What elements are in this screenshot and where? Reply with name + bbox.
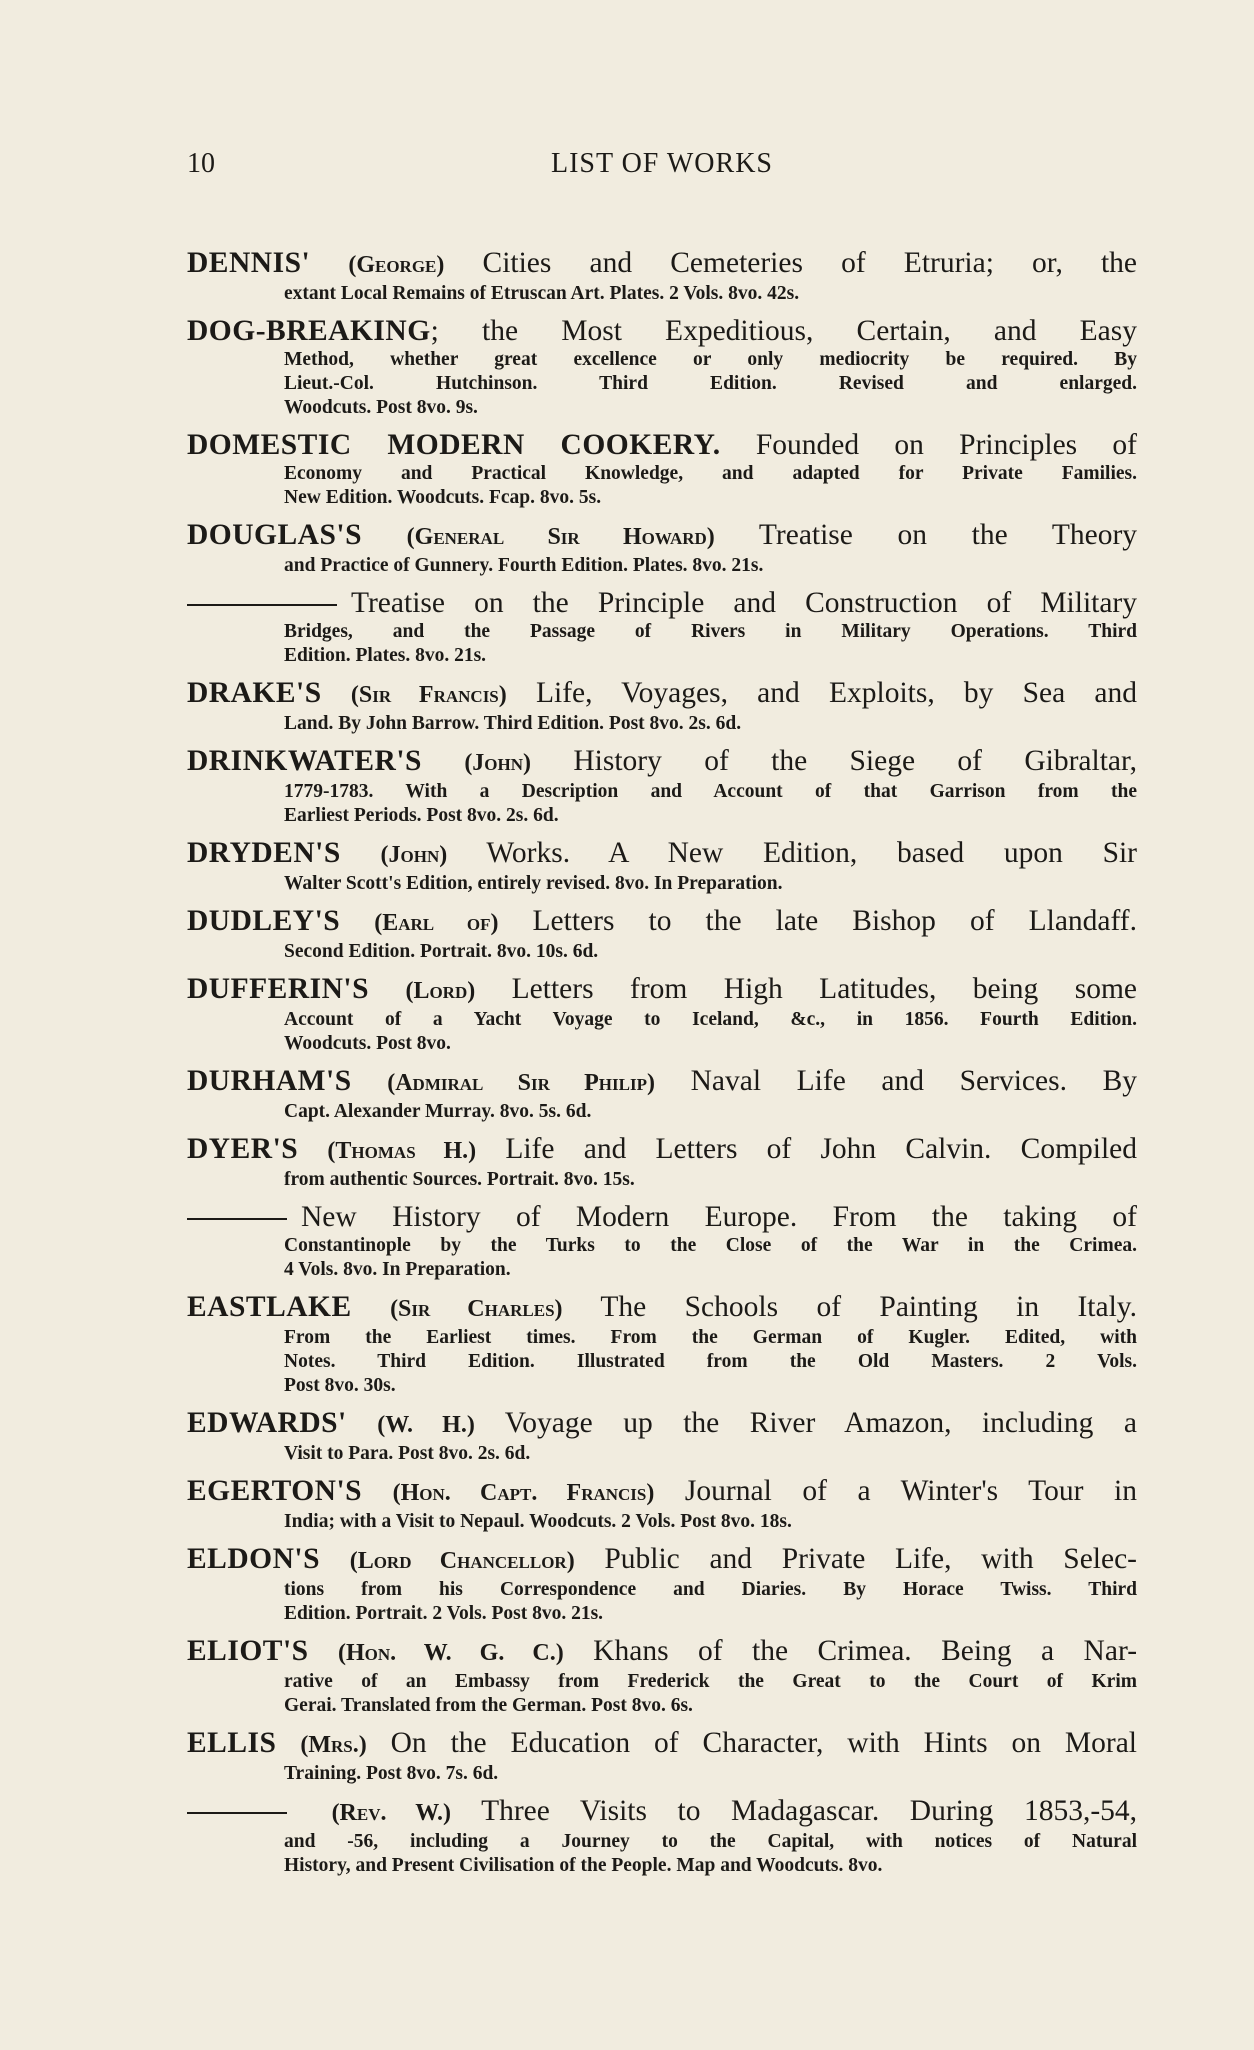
entry-author: (John) — [464, 750, 532, 776]
entry-detail-line: extant Local Remains of Etruscan Art. Plates. 2 Vols. 8vo. 42s. — [284, 283, 800, 304]
entry-title: Life and Letters of John Calvin. Compiled — [476, 1133, 1137, 1165]
entry-name: EASTLAKE — [187, 1291, 352, 1323]
ditto-dash — [187, 1218, 287, 1220]
work-entry — [187, 744, 1137, 828]
entry-detail-line: Gerai. Translated from the German. Post 8vo. 6s. — [284, 1695, 693, 1716]
work-entry — [187, 1132, 1137, 1192]
entry-author: (Hon. W. G. C.) — [338, 1640, 564, 1666]
entry-details — [187, 1234, 1137, 1282]
entry-name: DOMESTIC MODERN COOKERY. — [187, 429, 721, 461]
entry-detail-line: Bridges, and the Passage of Rivers in Military Operations. Third — [284, 621, 1137, 642]
entry-name: DENNIS' — [187, 247, 311, 279]
entry-detail-line: Constantinople by the Turks to the Close of the War in the Crimea. — [284, 1235, 1137, 1256]
entry-details — [187, 1762, 1137, 1786]
entry-title: On the Education of Character, with Hints on Moral — [366, 1727, 1137, 1759]
entry-detail-line: History, and Present Civilisation of the People. Map and Woodcuts. 8vo. — [284, 1855, 883, 1876]
work-entry — [187, 1794, 1137, 1878]
entry-heading — [187, 1634, 1137, 1670]
entry-detail-line: Woodcuts. Post 8vo. — [284, 1033, 451, 1054]
entry-author: (Lord Chancellor) — [349, 1548, 575, 1574]
entry-details — [187, 1100, 1137, 1124]
entry-heading — [187, 314, 1137, 348]
entry-author: (John) — [380, 842, 448, 868]
entry-heading — [187, 1474, 1137, 1510]
entry-details — [187, 1008, 1137, 1056]
entry-detail-line: Notes. Third Edition. Illustrated from the Old Masters. 2 Vols. — [284, 1351, 1137, 1372]
entry-detail-line: Second Edition. Portrait. 8vo. 10s. 6d. — [284, 941, 599, 962]
entry-detail-line: Edition. Portrait. 2 Vols. Post 8vo. 21s. — [284, 1603, 604, 1624]
entry-heading — [187, 1132, 1137, 1168]
entry-details — [187, 1442, 1137, 1466]
entry-detail-line: Land. By John Barrow. Third Edition. Post 8vo. 2s. 6d. — [284, 713, 742, 734]
work-entry — [187, 1542, 1137, 1626]
entry-title: Voyage up the River Amazon, including a — [474, 1407, 1137, 1439]
entry-details — [187, 780, 1137, 828]
entry-detail-line: Edition. Plates. 8vo. 21s. — [284, 645, 487, 666]
entry-title: History of the Siege of Gibraltar, — [531, 745, 1137, 777]
entry-heading — [187, 1290, 1137, 1326]
entry-details — [187, 554, 1137, 578]
entry-name: ELIOT'S — [187, 1635, 309, 1667]
entry-details — [187, 462, 1137, 510]
entry-title: Cities and Cemeteries of Etruria; or, the — [444, 247, 1137, 279]
entry-details — [187, 1326, 1137, 1398]
entry-details — [187, 1510, 1137, 1534]
entry-detail-line: rative of an Embassy from Frederick the Great to the Court of Krim — [284, 1671, 1137, 1692]
entry-detail-line: Training. Post 8vo. 7s. 6d. — [284, 1763, 499, 1784]
entry-title: Public and Private Life, with Selec- — [574, 1543, 1137, 1575]
entry-heading — [187, 1064, 1137, 1100]
entry-author: (Sir Francis) — [350, 682, 507, 708]
entry-title: Life, Voyages, and Exploits, by Sea and — [506, 677, 1137, 709]
page-title: LIST OF WORKS — [550, 148, 773, 179]
entry-heading — [187, 246, 1137, 282]
entry-details — [187, 872, 1137, 896]
work-entry — [187, 586, 1137, 668]
entry-author: (General Sir Howard) — [406, 524, 715, 550]
entry-details — [187, 1670, 1137, 1718]
entry-heading — [187, 676, 1137, 712]
entry-detail-line: India; with a Visit to Nepaul. Woodcuts. 2 Vols. Post 8vo. 18s. — [284, 1511, 792, 1532]
work-entry — [187, 676, 1137, 736]
entry-heading — [187, 972, 1137, 1008]
entry-detail-line: Woodcuts. Post 8vo. 9s. — [284, 397, 478, 418]
entry-title: Works. A New Edition, based upon Sir — [447, 837, 1137, 869]
work-entry — [187, 428, 1137, 510]
entry-author: (Rev. W.) — [331, 1800, 452, 1826]
work-entry — [187, 1634, 1137, 1718]
entry-title: Treatise on the Theory — [714, 519, 1137, 551]
entry-details — [187, 282, 1137, 306]
entry-detail-line: from authentic Sources. Portrait. 8vo. 15s. — [284, 1169, 635, 1190]
entry-heading — [187, 518, 1137, 554]
entry-detail-line: 1779-1783. With a Description and Account of that Garrison from the — [284, 781, 1137, 802]
entry-author: (Sir Charles) — [390, 1296, 563, 1322]
entry-author: (Hon. Capt. Francis) — [392, 1480, 655, 1506]
entry-details — [187, 1168, 1137, 1192]
entry-title: Journal of a Winter's Tour in — [654, 1475, 1137, 1507]
entry-detail-line: and Practice of Gunnery. Fourth Edition. Plates. 8vo. 21s. — [284, 555, 764, 576]
entry-detail-line: tions from his Correspondence and Diaries. By Horace Twiss. Third — [284, 1579, 1137, 1600]
entry-heading — [187, 1794, 1137, 1830]
entry-heading — [187, 586, 1137, 620]
entry-details — [187, 712, 1137, 736]
entry-name: DRYDEN'S — [187, 837, 341, 869]
entry-detail-line: 4 Vols. 8vo. In Preparation. — [284, 1259, 511, 1280]
entry-detail-line: Method, whether great excellence or only mediocrity be required. By — [284, 349, 1137, 370]
entry-title: The Schools of Painting in Italy. — [562, 1291, 1137, 1323]
entry-heading — [187, 428, 1137, 462]
entry-heading — [187, 904, 1137, 940]
entry-name: ELLIS — [187, 1727, 277, 1759]
entry-author: (Thomas H.) — [327, 1138, 477, 1164]
entry-heading — [187, 1200, 1137, 1234]
work-entry — [187, 246, 1137, 306]
work-entry — [187, 904, 1137, 964]
entry-details — [187, 1578, 1137, 1626]
entry-name: DRAKE'S — [187, 677, 322, 709]
entry-heading — [187, 1406, 1137, 1442]
entry-name: DUFFERIN'S — [187, 973, 370, 1005]
entry-author: (Earl of) — [374, 910, 499, 936]
entry-name: EDWARDS' — [187, 1407, 347, 1439]
entry-title: Letters from High Latitudes, being some — [475, 973, 1137, 1005]
work-entry — [187, 1474, 1137, 1534]
ditto-dash — [187, 1812, 287, 1814]
entry-name: DYER'S — [187, 1133, 299, 1165]
entry-name: DURHAM'S — [187, 1065, 352, 1097]
work-entry — [187, 314, 1137, 420]
entry-title: Khans of the Crimea. Being a Nar- — [563, 1635, 1137, 1667]
entry-detail-line: Capt. Alexander Murray. 8vo. 5s. 6d. — [284, 1101, 592, 1122]
entry-author: (Mrs.) — [300, 1732, 367, 1758]
entry-detail-line: Earliest Periods. Post 8vo. 2s. 6d. — [284, 805, 559, 826]
entry-title: Letters to the late Bishop of Llandaff. — [498, 905, 1137, 937]
entry-author: (W. H.) — [377, 1412, 475, 1438]
entry-name: DOG-BREAKING — [187, 315, 431, 347]
entry-name: DUDLEY'S — [187, 905, 341, 937]
entry-heading — [187, 1542, 1137, 1578]
entry-detail-line: and -56, including a Journey to the Capital, with notices of Natural — [284, 1831, 1137, 1852]
entry-heading — [187, 836, 1137, 872]
page-header — [187, 148, 1137, 188]
entry-title: ; the Most Expeditious, Certain, and Easy — [430, 315, 1137, 347]
work-entry — [187, 1406, 1137, 1466]
entry-author: (Admiral Sir Philip) — [387, 1070, 655, 1096]
entry-heading — [187, 1726, 1137, 1762]
work-entry — [187, 518, 1137, 578]
entry-title: New History of Modern Europe. From the taking of — [301, 1201, 1137, 1233]
entry-author: (Lord) — [405, 978, 476, 1004]
entry-name: DRINKWATER'S — [187, 745, 422, 777]
entry-detail-line: Post 8vo. 30s. — [284, 1375, 396, 1396]
works-list — [187, 246, 1137, 1886]
entry-author: (George) — [348, 252, 445, 278]
entry-name: DOUGLAS'S — [187, 519, 362, 551]
work-entry — [187, 1200, 1137, 1282]
entry-heading — [187, 744, 1137, 780]
entry-title: Founded on Principles of — [720, 429, 1137, 461]
entry-title: Three Visits to Madagascar. During 1853,-54, — [451, 1795, 1137, 1827]
entry-details — [187, 1830, 1137, 1878]
entry-detail-line: Economy and Practical Knowledge, and adapted for Private Families. — [284, 463, 1137, 484]
entry-detail-line: Walter Scott's Edition, entirely revised. 8vo. In Preparation. — [284, 873, 783, 894]
entry-details — [187, 348, 1137, 420]
work-entry — [187, 836, 1137, 896]
entry-detail-line: From the Earliest times. From the German of Kugler. Edited, with — [284, 1327, 1137, 1348]
work-entry — [187, 972, 1137, 1056]
work-entry — [187, 1290, 1137, 1398]
entry-detail-line: New Edition. Woodcuts. Fcap. 8vo. 5s. — [284, 487, 602, 508]
entry-title: Treatise on the Principle and Construction of Military — [351, 587, 1137, 619]
entry-title: Naval Life and Services. By — [654, 1065, 1137, 1097]
work-entry — [187, 1726, 1137, 1786]
entry-name: ELDON'S — [187, 1543, 321, 1575]
entry-detail-line: Account of a Yacht Voyage to Iceland, &c., in 1856. Fourth Edition. — [284, 1009, 1137, 1030]
entry-name: EGERTON'S — [187, 1475, 363, 1507]
entry-details — [187, 620, 1137, 668]
ditto-dash — [187, 604, 337, 606]
entry-detail-line: Lieut.-Col. Hutchinson. Third Edition. Revised and enlarged. — [284, 373, 1137, 394]
page-number: 10 — [187, 148, 215, 179]
work-entry — [187, 1064, 1137, 1124]
entry-details — [187, 940, 1137, 964]
entry-detail-line: Visit to Para. Post 8vo. 2s. 6d. — [284, 1443, 531, 1464]
